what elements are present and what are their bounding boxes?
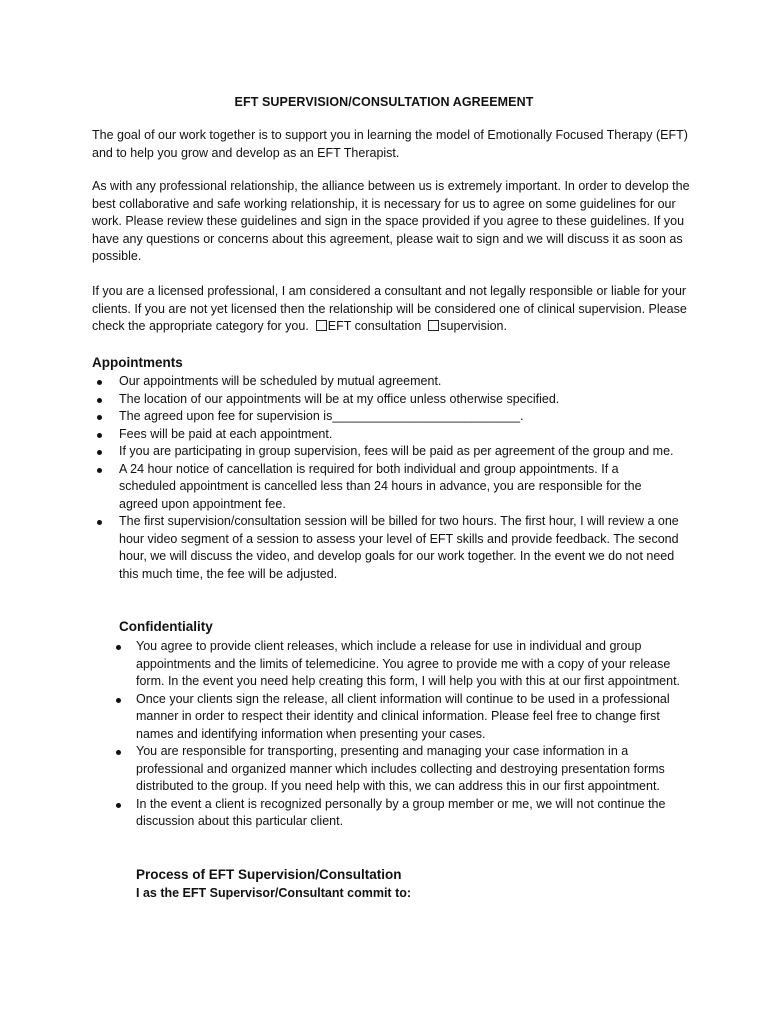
licensing-text: If you are a licensed professional, I am considered a consultant and not legally responsible or liable for your clients. If you are not yet licensed then the relationship will be considered one of clinical supervision. Please check the appropriate category for you. (92, 284, 687, 333)
list-item (136, 796, 688, 831)
process-subheading: I as the EFT Supervisor/Consultant commit to: (136, 886, 412, 900)
bullet-icon (97, 380, 102, 385)
list-item (119, 408, 679, 426)
list-item (136, 691, 688, 744)
bullet-icon (97, 415, 102, 420)
list-item (136, 743, 688, 796)
document-title: EFT SUPERVISION/CONSULTATION AGREEMENT (234, 95, 534, 109)
intro-paragraph: The goal of our work together is to support you in learning the model of Emotionally Focused Therapy (EFT) and to help you grow and develop as an EFT Therapist. (92, 128, 688, 160)
list-item-text: A 24 hour notice of cancellation is required for both individual and group appointments. If a scheduled appointment is cancelled less than 24 hours in advance, you are responsible for the agreed upon appointment fee. (119, 461, 642, 511)
list-item-text: If you are participating in group supervision, fees will be paid as per agreement of the group and me. (119, 444, 674, 458)
list-item-text: Once your clients sign the release, all client information will continue to be used in a professional manner in order to respect their identity and clinical information. Please feel free to change first names and identifying information when presenting your cases. (136, 691, 670, 741)
bullet-icon (97, 450, 102, 455)
list-item (119, 426, 679, 444)
bullet-icon (116, 750, 121, 755)
list-item-text: In the event a client is recognized personally by a group member or me, we will not continue the discussion about this particular client. (136, 796, 666, 828)
list-item-text: Our appointments will be scheduled by mutual agreement. (119, 374, 442, 388)
process-heading: Process of EFT Supervision/Consultation (136, 867, 402, 882)
consultation-option-label: EFT consultation (327, 319, 422, 333)
licensing-paragraph (92, 283, 692, 336)
confidentiality-list (136, 638, 688, 831)
list-item-text: You agree to provide client releases, which include a release for use in individual and group appointments and the limits of telemedicine. You agree to provide me with a copy of your release form. In the event you need help creating this form, I will help you with this at our first appointment. (136, 639, 681, 688)
bullet-icon (97, 398, 102, 403)
relationship-paragraph: As with any professional relationship, the alliance between us is extremely important. In order to develop the best collaborative and safe working relationship, it is necessary for us to agree on some guidelines for our work. Please review these guidelines and sign in the space provided if you agree to these guidelines. If you have any questions or concerns about this agreement, please wait to sign and we will discuss it as soon as possible. (92, 179, 690, 263)
bullet-icon (97, 468, 102, 473)
list-item (119, 391, 679, 409)
appointments-heading: Appointments (92, 355, 183, 370)
bullet-icon (116, 645, 121, 650)
appointments-list (119, 373, 679, 583)
list-item-text: The agreed upon fee for supervision is___________________________. (119, 409, 524, 423)
list-item-text: The first supervision/consultation session will be billed for two hours. The first hour, I will review a one hour video segment of a session to assess your level of EFT skills and provide feedback. The second hour, we will discuss the video, and develop goals for our work together. In the event we do not need this much time, the fee will be adjusted. (119, 514, 679, 581)
consultation-checkbox[interactable] (316, 320, 327, 331)
list-item (119, 373, 679, 391)
supervision-option-label: supervision. (440, 319, 507, 333)
list-item-text: The location of our appointments will be at my office unless otherwise specified. (119, 391, 560, 406)
bullet-icon (116, 698, 121, 703)
bullet-icon (97, 433, 102, 438)
supervision-checkbox[interactable] (428, 320, 439, 331)
list-item-text: You are responsible for transporting, presenting and managing your case information in a professional and organized manner which includes collecting and destroying presentation forms distributed to the group. If you need help with this, we can address this in our first appointment. (136, 744, 665, 793)
list-item (119, 461, 679, 514)
list-item-text: Fees will be paid at each appointment. (119, 426, 333, 441)
bullet-icon (116, 803, 121, 808)
list-item (119, 513, 679, 583)
confidentiality-heading: Confidentiality (119, 619, 213, 634)
list-item (136, 638, 688, 691)
bullet-icon (97, 520, 102, 525)
list-item (119, 443, 679, 461)
